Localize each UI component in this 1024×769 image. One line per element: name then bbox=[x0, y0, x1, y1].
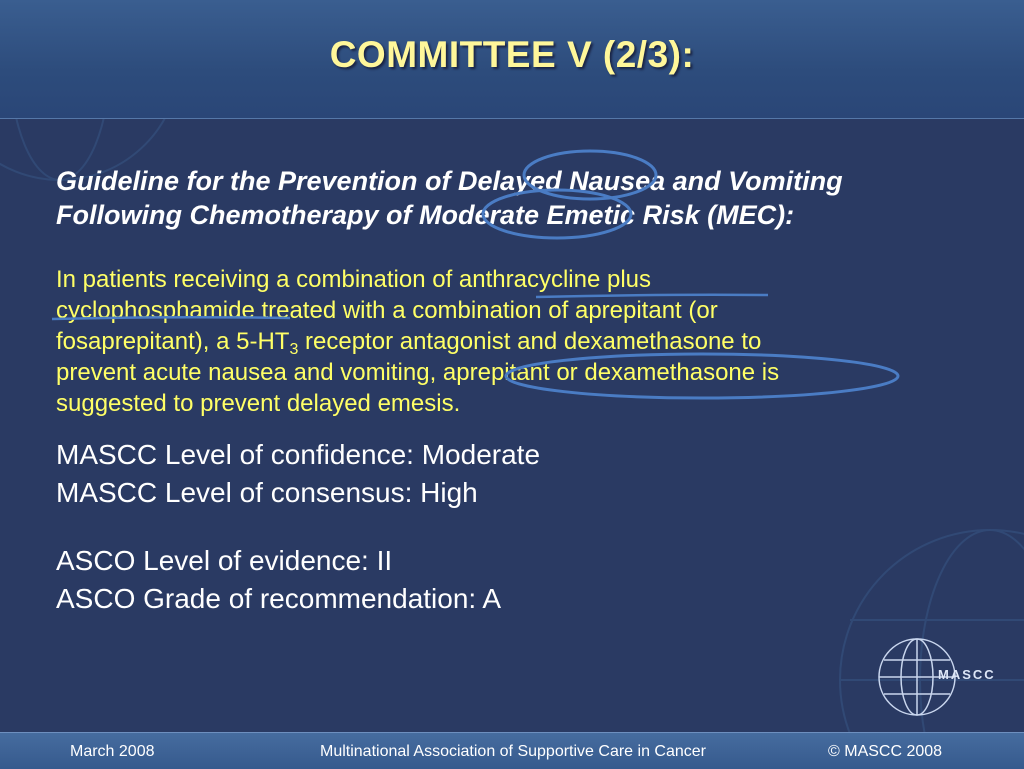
recommendation-line-3b: receptor antagonist and dexamethasone to bbox=[298, 328, 762, 355]
guideline-heading-line-2: Following Chemotherapy of Moderate Emetic Risk (MEC): bbox=[56, 200, 795, 230]
footer-bar bbox=[0, 732, 1024, 769]
slide-title: COMMITTEE V (2/3): bbox=[329, 34, 695, 75]
subscript-3: 3 bbox=[289, 341, 299, 358]
levels-spacer bbox=[56, 512, 540, 542]
guideline-heading bbox=[56, 164, 996, 232]
footer-organization: Multinational Association of Supportive Care in Cancer bbox=[320, 743, 706, 760]
footer-copyright: © MASCC 2008 bbox=[828, 743, 943, 760]
asco-evidence: ASCO Level of evidence: II bbox=[56, 545, 393, 576]
recommendation-line-3a: fosaprepitant), a 5-HT bbox=[56, 328, 290, 355]
recommendation-text bbox=[56, 264, 956, 419]
recommendation-line-4: prevent acute nausea and vomiting, aprepitant or dexamethasone is bbox=[56, 359, 780, 386]
asco-grade: ASCO Grade of recommendation: A bbox=[56, 583, 502, 614]
recommendation-line-2: cyclophosphamide treated with a combination of aprepitant (or bbox=[56, 297, 718, 324]
guideline-heading-line-1: Guideline for the Prevention of Delayed Nausea and Vomiting bbox=[56, 166, 843, 196]
mascc-confidence: MASCC Level of confidence: Moderate bbox=[56, 439, 541, 470]
evidence-levels bbox=[56, 436, 540, 618]
recommendation-line-3 bbox=[56, 326, 956, 357]
recommendation-line-5: suggested to prevent delayed emesis. bbox=[56, 390, 461, 417]
mascc-consensus: MASCC Level of consensus: High bbox=[56, 477, 478, 508]
recommendation-line-1: In patients receiving a combination of anthracycline plus bbox=[56, 266, 652, 293]
footer-date: March 2008 bbox=[70, 743, 155, 760]
mascc-logo-text: MASCC bbox=[938, 667, 996, 682]
